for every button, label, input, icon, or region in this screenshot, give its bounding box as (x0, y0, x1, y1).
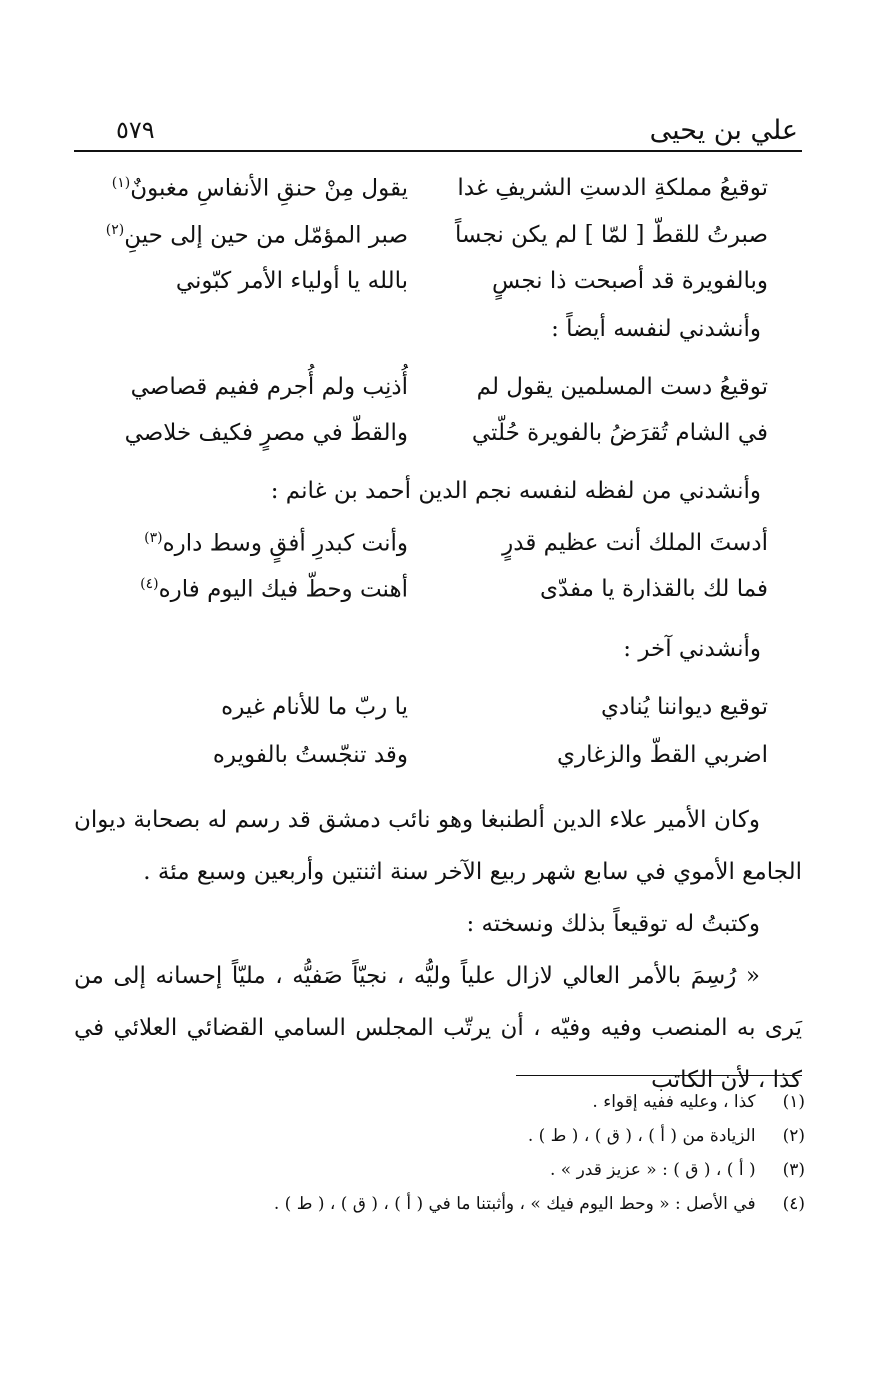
verse-second-hemistich (144, 530, 408, 557)
prose-body (74, 794, 802, 1106)
poem-intro: وأنشدني آخر : (623, 636, 761, 662)
verse-line (108, 175, 768, 221)
verse-first-hemistich: فما لك بالقذارة يا مفدّى (539, 576, 768, 602)
footnote-divider (516, 1075, 802, 1076)
hemistich-text: يقول مِنْ حنقِ الأنفاسِ مغبونٌ (130, 175, 408, 202)
verse-first-hemistich: وبالفويرة قد أصبحت ذا نجسٍ (492, 268, 768, 294)
verse-first-hemistich: في الشام تُقرَضُ بالفويرة حُلّتي (471, 420, 768, 446)
verse-line (105, 222, 768, 268)
verse-first-hemistich: صبرتُ للقطّ [ لمّا ] لم يكن نجساً (454, 222, 768, 248)
verse-second-hemistich: أُذنِب ولم أُجرم ففيم قصاصي (130, 374, 408, 400)
footnote (77, 1092, 805, 1126)
page-header (74, 112, 802, 152)
footnote-number: (٤) (782, 1194, 805, 1214)
footnote-text: الزيادة من ( أ ) ، ( ق ) ، ( ط ) . (527, 1126, 756, 1146)
verse-second-hemistich: يا ربّ ما للأنام غيره (221, 694, 408, 720)
footnote (77, 1126, 805, 1160)
prose-paragraph: وكتبتُ له توقيعاً بذلك ونسخته : (466, 911, 760, 937)
footnotes (77, 1092, 805, 1228)
page-number: ٥٧٩ (116, 116, 155, 144)
verse-line (108, 420, 768, 466)
poem-intro: وأنشدني من لفظه لنفسه نجم الدين أحمد بن غانم : (270, 478, 761, 504)
verse-second-hemistich: والقطّ في مصرٍ فكيف خلاصي (124, 420, 408, 446)
footnote (77, 1194, 805, 1228)
footnote-text: في الأصل : « وحط اليوم فيك » ، وأثبتنا ما في ( أ ) ، ( ق ) ، ( ط ) . (273, 1194, 756, 1214)
prose-paragraph: وكان الأمير علاء الدين ألطنبغا وهو نائب دمشق قد رسم له بصحابة ديوان الجامع الأموي في سابع شهر ربيع الآخر سنة اثنتين وأربعين وسبع مئة . (74, 807, 802, 885)
verse-first-hemistich: توقيع ديواننا يُنادي (601, 694, 768, 720)
verse-line (108, 530, 768, 576)
poem-intro: وأنشدني لنفسه أيضاً : (551, 316, 761, 342)
verse-second-hemistich: وقد تنجّستُ بالفويره (212, 742, 408, 768)
verse-first-hemistich: توقيعُ مملكةِ الدستِ الشريفِ غدا (457, 175, 768, 201)
footnote-ref: (٤) (140, 576, 159, 592)
footnote-number: (١) (782, 1092, 805, 1112)
footnote-number: (٢) (782, 1126, 805, 1146)
verse-line (108, 742, 768, 788)
prose-paragraph: « رُسِمَ بالأمر العالي لازال علياً وليُّه ، نجيّاً صَفيُّه ، مليّاً إحسانه إلى من يَرى به المنصب وفيه وفيّه ، أن يرتّب المجلس السامي القضائي العلائي في كذا ، لأن الكاتب (74, 963, 802, 1093)
footnote (77, 1160, 805, 1194)
verse-second-hemistich (112, 175, 408, 202)
footnote-ref: (٢) (105, 222, 125, 238)
verse-first-hemistich: أدستَ الملك أنت عظيم قدرٍ (502, 530, 768, 556)
verse-line (108, 268, 768, 314)
footnote-text: ( أ ) ، ( ق ) : « عزيز قدر » . (549, 1160, 756, 1180)
footnote-ref: (٣) (144, 530, 163, 546)
verse-first-hemistich: اضربي القطّ والزغاري (556, 742, 768, 768)
verse-line (108, 374, 768, 420)
footnote-text: كذا ، وعليه ففيه إقواء . (592, 1092, 756, 1112)
footnote-number: (٣) (782, 1160, 805, 1180)
footnote-ref: (١) (111, 175, 131, 191)
verse-second-hemistich (106, 222, 408, 249)
verse-first-hemistich: توقيعُ دست المسلمين يقول لم (476, 374, 768, 400)
running-title: علي بن يحيى (649, 115, 798, 146)
hemistich-text: صبر المؤمّل من حين إلى حينِ (124, 222, 408, 249)
verse-line (108, 694, 768, 740)
hemistich-text: وأنت كبدرِ أفقٍ وسط داره (162, 530, 408, 557)
verse-line (108, 576, 768, 622)
verse-second-hemistich: بالله يا أولياء الأمر كبّوني (175, 268, 408, 294)
verse-second-hemistich (140, 576, 408, 603)
hemistich-text: أهنت وحطّ فيك اليوم فاره (158, 576, 408, 603)
